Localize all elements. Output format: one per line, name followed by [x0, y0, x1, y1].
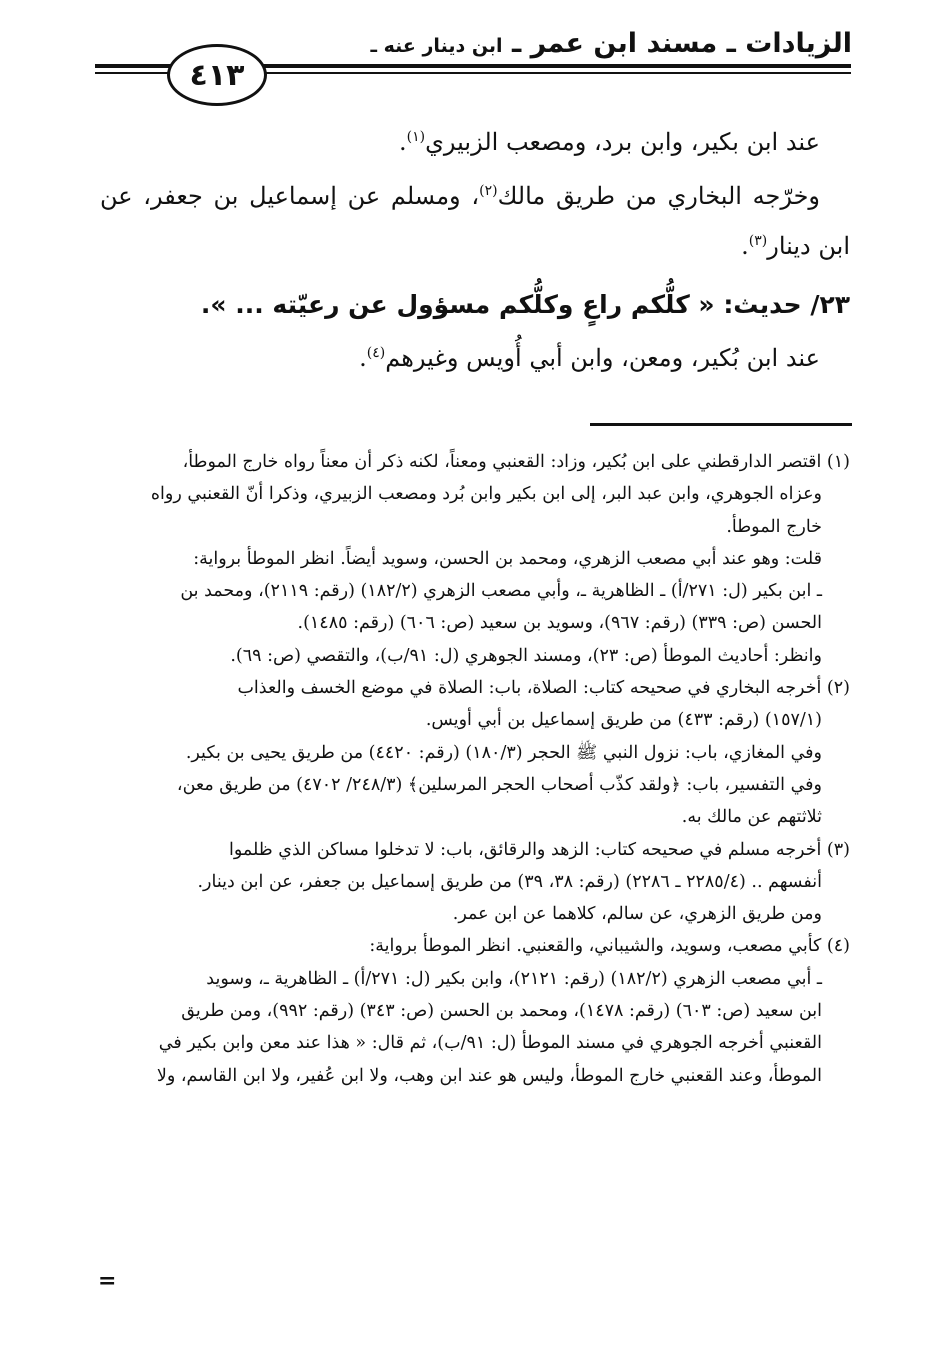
main-text: [100, 117, 850, 383]
hadith-text: « كلُّكم راعٍ وكلُّكم مسؤول عن رعيّته ... ».: [200, 290, 715, 319]
footnote-ref-4: (٤): [366, 345, 386, 361]
footnote-line: (٤) كأبي مصعب، وسويد، والشيباني، والقعنبي. انظر الموطأ برواية:: [369, 936, 850, 957]
footnote-line: ومن طريق الزهري، عن سالم، كلاهما عن ابن عمر.: [452, 904, 822, 925]
footnote-line: (١) اقتصر الدارقطني على ابن بُكير، وزاد: القعنبي ومعناً، لكنه ذكر أن معناً رواه خارج الموطأ،: [182, 452, 850, 472]
footnote-line: (١٥٧/١) (رقم: ٤٣٣) من طريق إسماعيل بن أبي أويس.: [425, 710, 822, 731]
footnote-line: ـ ابن بكير (ل: ٢٧١/أ) ـ الظاهرية ـ، وأبي مصعب الزهري (١٨٢/٢) (رقم: ٢١١٩)، ومحمد بن: [180, 581, 822, 602]
page-number-badge: [167, 44, 267, 106]
footnote-ref-3: (٣): [748, 233, 768, 249]
hadith-heading: [100, 277, 850, 333]
footnote-line: أنفسهم .. (٢٢٨٥/٤ ـ ٢٢٨٦) (رقم: ٣٨، ٣٩) من طريق إسماعيل بن جعفر، عن ابن دينار.: [197, 871, 822, 892]
footnote-line: (٢) أخرجه البخاري في صحيحه كتاب: الصلاة، باب: الصلاة في موضع الخسف والعذاب: [237, 678, 850, 699]
footnotes: [100, 446, 850, 1092]
footnote-line: ـ أبي مصعب الزهري (١٨٢/٢) (رقم: ٢١٢١)، وابن بكير (ل: ٢٧١/أ) ـ الظاهرية ـ، وسويد: [206, 968, 822, 989]
footnote-line: وعزاه الجوهري، وابن عبد البر، إلى ابن بكير وابن بُرد ومصعب الزبيري، وذكرا أنّ القعنبي رواه: [150, 484, 822, 505]
footnote-line: ثلاثتهم عن مالك به.: [681, 807, 822, 828]
main-paragraph-1: عند ابن بكير، وابن برد، ومصعب الزبيري$^{(١)}$.: [399, 128, 820, 156]
running-header: [371, 28, 852, 59]
footnote-line: القعنبي أخرجه الجوهري في مسند الموطأ (ل: ٩١/ب)، ثم قال: « هذا عند معن وابن بكير في: [158, 1033, 822, 1054]
footnote-line: الموطأ، وعند القعنبي خارج الموطأ، وليس هو عند ابن وهب، ولا ابن عُفير، ولا ابن القاسم، ولا: [156, 1065, 822, 1086]
footnote-line: (٣) أخرجه مسلم في صحيحه كتاب: الزهد والرقائق، باب: لا تدخلوا مساكن الذي ظلموا: [228, 839, 850, 860]
footnote-line: خارج الموطأ.: [726, 516, 822, 537]
continuation-mark: =: [98, 1268, 117, 1294]
hadith-number: ٢٣/ حديث:: [723, 290, 850, 319]
footnote-line: وفي التفسير، باب: ﴿ولقد كذّب أصحاب الحجر المرسلين﴾ (٢٤٨/٣/ ٤٧٠٢) من طريق معن،: [176, 774, 822, 795]
footnote-ref-2: (٢): [479, 183, 498, 199]
header-title: الزيادات ـ مسند ابن عمر ـ: [511, 28, 852, 59]
header-subtitle: ابن دينار عنه ـ: [370, 35, 503, 57]
footnote-ref-1: (١): [406, 129, 426, 145]
main-paragraph-2: وخرّجه البخاري من طريق مالك$^{(٢)}$، ومسلم عن إسماعيل بن جعفر، عن ابن دينار$^{(٣)}$.: [100, 182, 850, 260]
footnote-line: قلت: وهو عند أبي مصعب الزهري، ومحمد بن الحسن، وسويد أيضاً. انظر الموطأ برواية:: [193, 548, 822, 569]
footnote-line: وفي المغازي، باب: نزول النبي ﷺ الحجر (١٨٠/٣) (رقم: ٤٤٢٠) من طريق يحيى بن بكير.: [185, 742, 822, 763]
footnote-separator: [590, 423, 852, 426]
page-number: ٤١٣: [189, 57, 245, 93]
main-paragraph-3: عند ابن بُكير، ومعن، وابن أبي أُويس وغيرهم$^{(٤)}$.: [359, 344, 820, 372]
footnote-line: ابن سعيد (ص: ٦٠٣) (رقم: ١٤٧٨)، ومحمد بن الحسن (ص: ٣٤٣) (رقم: ٩٩٢)، ومن طريق: [181, 1001, 822, 1022]
footnote-line: وانظر: أحاديث الموطأ (ص: ٢٣)، ومسند الجوهري (ل: ٩١/ب)، والتقصي (ص: ٦٩).: [230, 645, 822, 666]
footnote-line: الحسن (ص: ٣٣٩) (رقم: ٩٦٧)، وسويد بن سعيد (ص: ٦٠٦) (رقم: ١٤٨٥).: [297, 613, 822, 634]
